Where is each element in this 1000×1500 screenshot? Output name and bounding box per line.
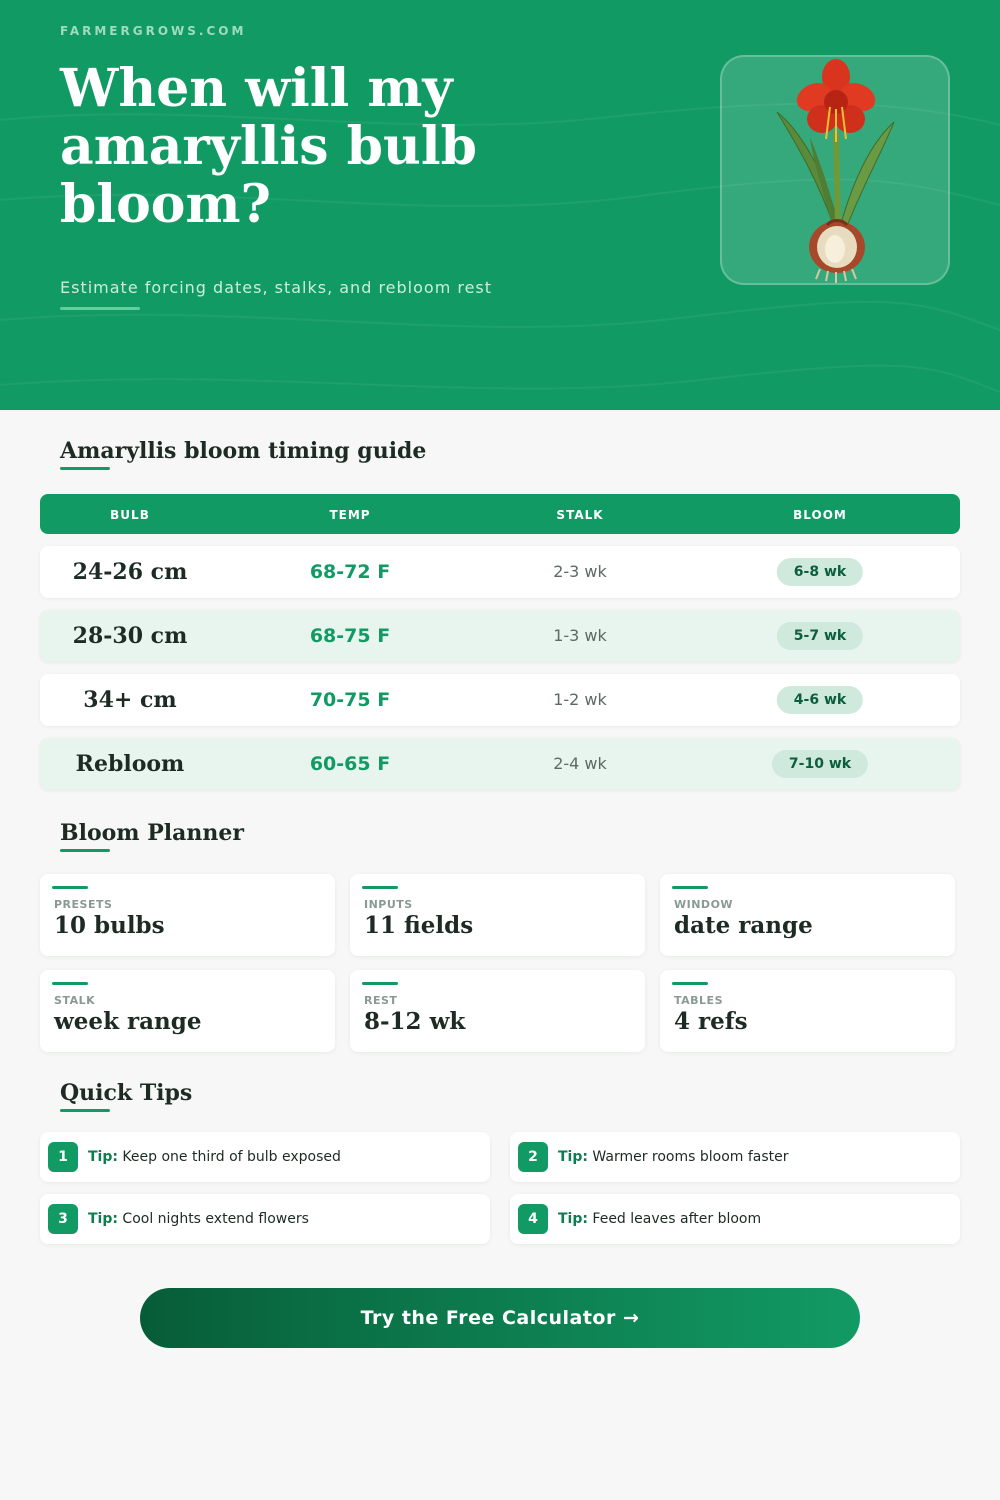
- temperature: 68-72 F: [309, 561, 391, 583]
- card-value: 8-12 wk: [364, 1008, 466, 1035]
- temperature: 68-75 F: [309, 625, 391, 647]
- tip-number-badge: 1: [48, 1142, 78, 1172]
- col-header-bulb: BULB: [110, 508, 150, 522]
- card-accent: [52, 886, 88, 889]
- planner-card-presets: [40, 874, 335, 956]
- card-label: REST: [364, 994, 398, 1007]
- stalk-time: 2-4 wk: [553, 754, 607, 773]
- table-header: [40, 494, 960, 534]
- tip-card: [510, 1194, 960, 1244]
- tip-body: Cool nights extend flowers: [122, 1211, 309, 1227]
- temperature: 60-65 F: [309, 753, 391, 775]
- guide-heading-underline: [60, 467, 110, 470]
- table-row: [40, 610, 960, 662]
- stalk-time: 2-3 wk: [553, 562, 607, 581]
- tip-card: [510, 1132, 960, 1182]
- tip-card: [40, 1132, 490, 1182]
- planner-heading-underline: [60, 849, 110, 852]
- planner-heading: Bloom Planner: [60, 820, 244, 846]
- page-title: When will my amaryllis bulb bloom?: [60, 58, 477, 235]
- table-row: [40, 674, 960, 726]
- card-label: INPUTS: [364, 898, 413, 911]
- hero-image-card: [720, 55, 950, 285]
- card-value: 11 fields: [364, 912, 474, 939]
- col-header-stalk: STALK: [556, 508, 604, 522]
- try-calculator-button[interactable]: Try the Free Calculator →: [140, 1288, 860, 1348]
- table-row: [40, 738, 960, 790]
- planner-card-window: [660, 874, 955, 956]
- card-value: 10 bulbs: [54, 912, 165, 939]
- tip-text: [88, 1194, 309, 1244]
- tip-body: Warmer rooms bloom faster: [592, 1149, 789, 1165]
- card-label: STALK: [54, 994, 96, 1007]
- tip-prefix: Tip:: [558, 1149, 588, 1165]
- stalk-time: 1-3 wk: [553, 626, 607, 645]
- temperature: 70-75 F: [309, 689, 391, 711]
- card-label: TABLES: [674, 994, 723, 1007]
- tip-prefix: Tip:: [88, 1149, 118, 1165]
- planner-card-rest: [350, 970, 645, 1052]
- bloom-badge: 4-6 wk: [777, 686, 863, 714]
- table-row: [40, 546, 960, 598]
- planner-card-stalk: [40, 970, 335, 1052]
- bulb-size: Rebloom: [75, 751, 185, 777]
- hero-banner: [0, 0, 1000, 410]
- bloom-badge: 5-7 wk: [777, 622, 863, 650]
- tip-text: [558, 1194, 761, 1244]
- card-value: week range: [54, 1008, 202, 1035]
- tip-text: [88, 1132, 341, 1182]
- card-value: 4 refs: [674, 1008, 748, 1035]
- stalk-time: 1-2 wk: [553, 690, 607, 709]
- card-label: PRESETS: [54, 898, 113, 911]
- tip-body: Feed leaves after bloom: [592, 1211, 762, 1227]
- card-accent: [362, 886, 398, 889]
- bulb-size: 28-30 cm: [72, 623, 188, 649]
- tip-text: [558, 1132, 789, 1182]
- tip-body: Keep one third of bulb exposed: [122, 1149, 341, 1165]
- bloom-badge: 7-10 wk: [772, 750, 868, 778]
- bloom-badge: 6-8 wk: [777, 558, 863, 586]
- bulb-size: 24-26 cm: [72, 559, 188, 585]
- tip-prefix: Tip:: [88, 1211, 118, 1227]
- card-accent: [672, 982, 708, 985]
- col-header-bloom: BLOOM: [793, 508, 847, 522]
- tips-heading: Quick Tips: [60, 1080, 193, 1106]
- amaryllis-bulb-icon: [722, 57, 952, 287]
- card-accent: [672, 886, 708, 889]
- tip-prefix: Tip:: [558, 1211, 588, 1227]
- card-value: date range: [674, 912, 813, 939]
- subtitle-underline: [60, 307, 140, 310]
- planner-card-tables: [660, 970, 955, 1052]
- card-accent: [52, 982, 88, 985]
- planner-card-inputs: [350, 874, 645, 956]
- tip-number-badge: 3: [48, 1204, 78, 1234]
- card-label: WINDOW: [674, 898, 734, 911]
- page-subtitle: Estimate forcing dates, stalks, and rebloom rest: [60, 278, 493, 297]
- card-accent: [362, 982, 398, 985]
- tip-card: [40, 1194, 490, 1244]
- site-name: FARMERGROWS.COM: [60, 24, 247, 38]
- tip-number-badge: 2: [518, 1142, 548, 1172]
- tips-heading-underline: [60, 1109, 110, 1112]
- bulb-size: 34+ cm: [83, 687, 177, 713]
- guide-heading: Amaryllis bloom timing guide: [60, 438, 427, 464]
- tip-number-badge: 4: [518, 1204, 548, 1234]
- col-header-temp: TEMP: [329, 508, 371, 522]
